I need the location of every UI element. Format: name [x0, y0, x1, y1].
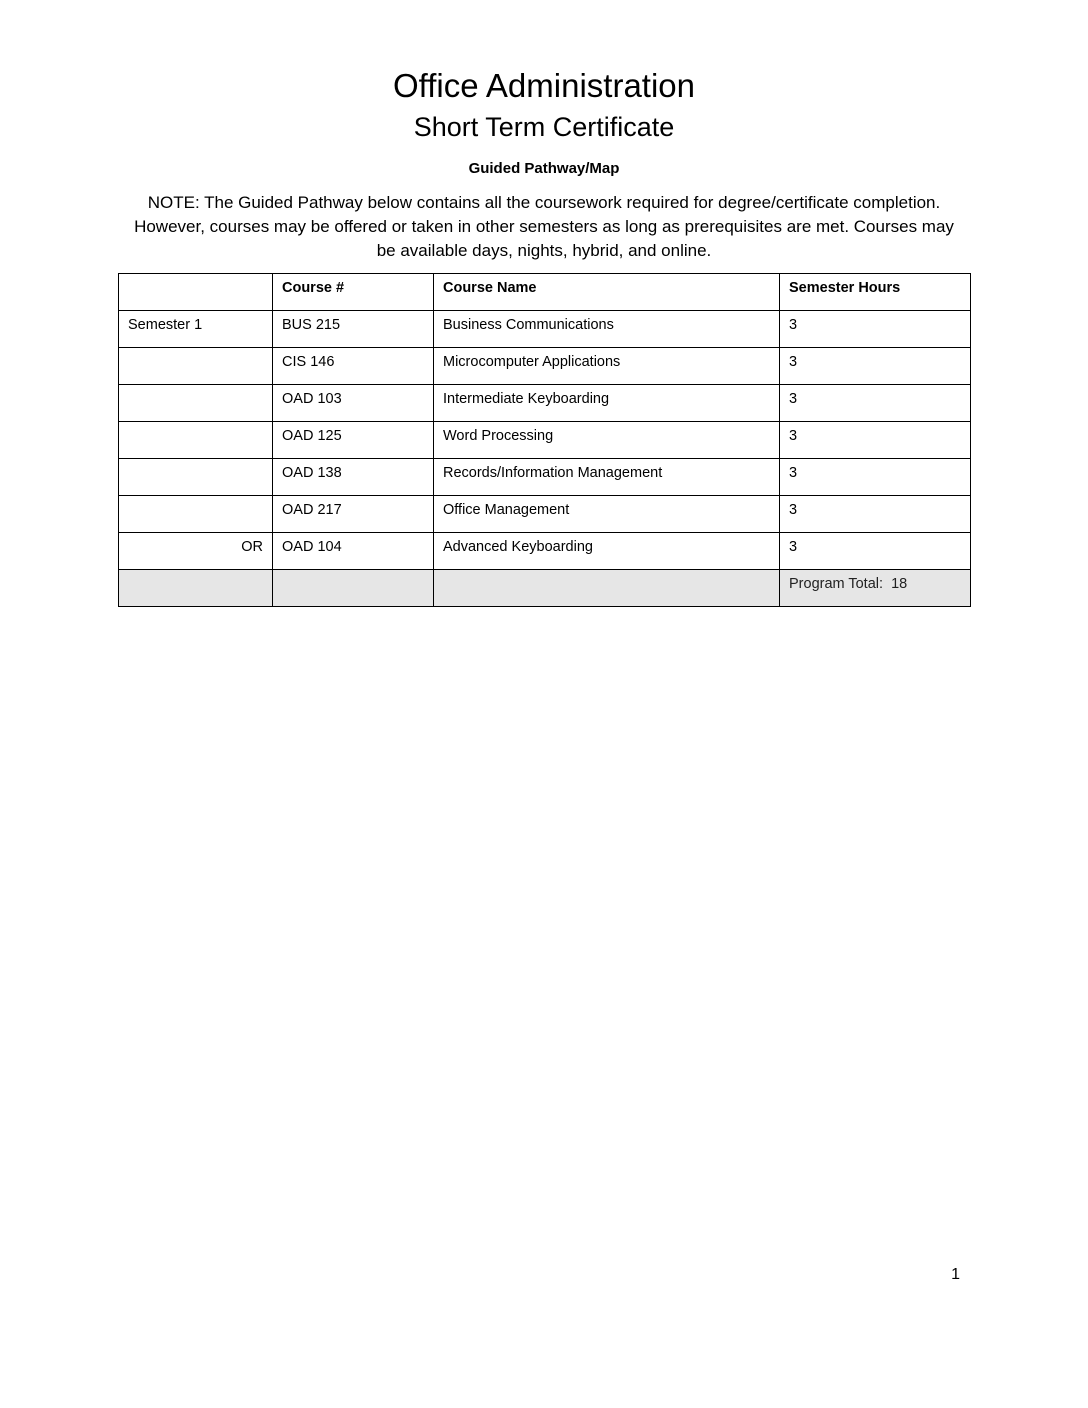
table-row: [119, 348, 971, 385]
semester-cell: OR: [119, 533, 273, 570]
section-heading: Guided Pathway/Map: [468, 160, 620, 177]
course-number-cell: OAD 217: [273, 496, 434, 533]
hours-cell: 3: [780, 496, 971, 533]
course-number-cell: OAD 125: [273, 422, 434, 459]
semester-cell: [119, 459, 273, 496]
header-course-number: Course #: [273, 274, 434, 311]
course-name-cell: Advanced Keyboarding: [434, 533, 780, 570]
table-header-row: [119, 274, 971, 311]
course-name-cell: Word Processing: [434, 422, 780, 459]
semester-cell: [119, 422, 273, 459]
table-row: [119, 459, 971, 496]
page-number: 1: [951, 1266, 960, 1283]
course-name-cell: Microcomputer Applications: [434, 348, 780, 385]
document-subtitle: Short Term Certificate: [413, 112, 675, 142]
program-total-row: [119, 570, 971, 607]
total-course-number-cell: [273, 570, 434, 607]
pathway-note: NOTE: The Guided Pathway below contains all the coursework required for degree/certificate completion. However, courses may be offered or taken in other semesters as long as prerequisites are met. Courses may be available days, nights, hybrid, and online.: [134, 193, 954, 260]
semester-cell: [119, 496, 273, 533]
total-semester-cell: [119, 570, 273, 607]
hours-cell: 3: [780, 459, 971, 496]
course-name-cell: Records/Information Management: [434, 459, 780, 496]
semester-cell: [119, 385, 273, 422]
header-semester-hours: Semester Hours: [780, 274, 971, 311]
table-row: [119, 496, 971, 533]
table-row: [119, 533, 971, 570]
header-course-name: Course Name: [434, 274, 780, 311]
hours-cell: 3: [780, 422, 971, 459]
course-number-cell: CIS 146: [273, 348, 434, 385]
total-course-name-cell: [434, 570, 780, 607]
table-row: [119, 311, 971, 348]
semester-cell: [119, 348, 273, 385]
hours-cell: 3: [780, 311, 971, 348]
course-name-cell: Intermediate Keyboarding: [434, 385, 780, 422]
course-number-cell: OAD 104: [273, 533, 434, 570]
guided-pathway-table: [118, 273, 971, 607]
table-row: [119, 385, 971, 422]
header-semester: [119, 274, 273, 311]
hours-cell: 3: [780, 385, 971, 422]
document-title: Office Administration: [392, 67, 696, 104]
course-number-cell: BUS 215: [273, 311, 434, 348]
table-row: [119, 422, 971, 459]
hours-cell: 3: [780, 348, 971, 385]
program-total-cell: Program Total: 18: [780, 570, 971, 607]
hours-cell: 3: [780, 533, 971, 570]
course-number-cell: OAD 138: [273, 459, 434, 496]
course-name-cell: Office Management: [434, 496, 780, 533]
course-number-cell: OAD 103: [273, 385, 434, 422]
semester-cell: Semester 1: [119, 311, 273, 348]
course-name-cell: Business Communications: [434, 311, 780, 348]
